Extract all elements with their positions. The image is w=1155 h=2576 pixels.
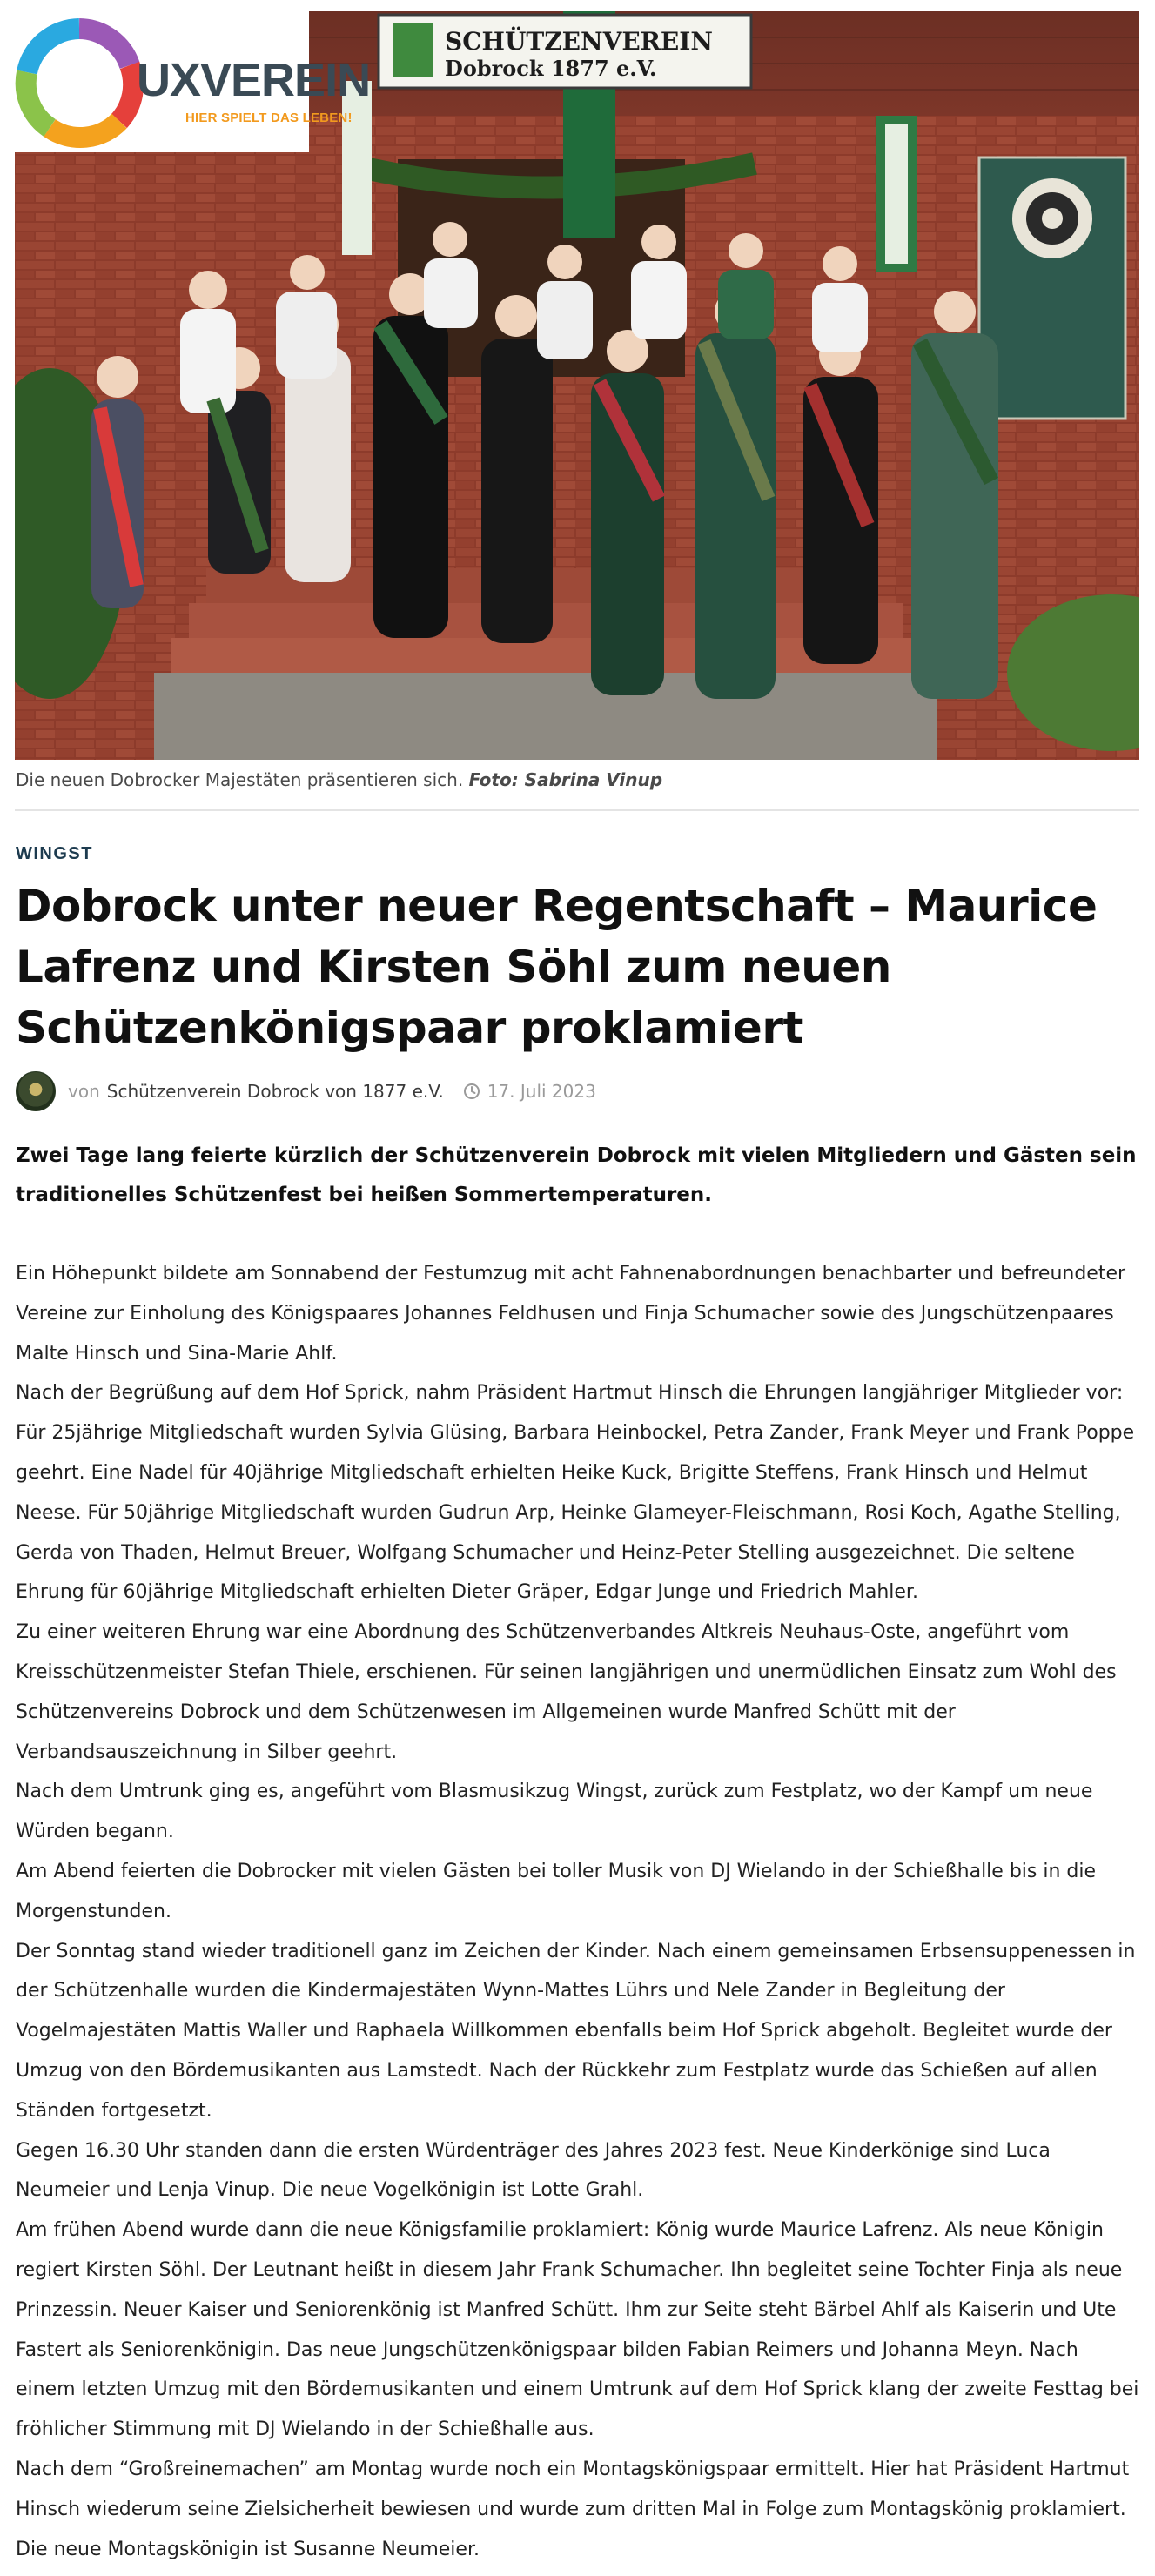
uxverein-logo[interactable] — [15, 11, 371, 152]
by-label: von — [68, 1081, 100, 1102]
photo-caption — [16, 769, 1138, 790]
caption-text: Die neuen Dobrocker Majestäten präsentieren sich. — [16, 769, 464, 790]
article-meta — [16, 1072, 596, 1110]
clock-icon — [463, 1083, 480, 1100]
photo-credit: Foto: Sabrina Vinup — [468, 769, 663, 790]
sign-line-2: Dobrock 1877 e.V. — [445, 56, 657, 81]
paragraph: Der Sonntag stand wieder traditionell ganz im Zeichen der Kinder. Nach einem gemeinsamen Erbsensuppenessen in der Schützenhalle wurden die Kindermajestäten Wynn-Mattes Lührs und Nele Zander in Begleitung der Vogelmajestäten Mattis Waller und Raphaela Willkommen ebenfalls beim Hof Sprick abgeholt. Begleitet wurde der Umzug von den Bördemusikanten aus Lamstedt. Nach der Rückkehr zum Festplatz wurde das Schießen auf allen Ständen fortgesetzt. — [16, 1940, 1136, 2122]
paragraph: Nach dem “Großreinemachen” am Montag wurde noch ein Montagskönigspaar ermittelt. Hier hat Präsident Hartmut Hinsch wiederum seine Zielsicherheit bewiesen und wurde zum dritten Mal in Folge zum Montagskönig proklamiert. Die neue Montagskönigin ist Susanne Neumeier. — [16, 2458, 1130, 2560]
article-title: Dobrock unter neuer Regentschaft – Maurice Lafrenz und Kirsten Söhl zum neuen Schützenkönigspaar proklamiert — [16, 881, 1098, 1053]
paragraph: Nach der Begrüßung auf dem Hof Sprick, nahm Präsident Hartmut Hinsch die Ehrungen langjähriger Mitglieder vor: Für 25jährige Mitgliedschaft wurden Sylvia Glüsing, Barbara Heinbockel, Petra Zander, Frank Meyer und Frank Poppe geehrt. Eine Nadel für 40jährige Mitgliedschaft erhielten Heike Kuck, Brigitte Steffens, Frank Hinsch und Helmut Neese. Für 50jährige Mitgliedschaft wurden Gudrun Arp, Heinke Glameyer-Fleischmann, Rosi Koch, Agathe Stelling, Gerda von Thaden, Helmut Breuer, Wolfgang Schumacher und Heinz-Peter Stelling ausgezeichnet. Die seltene Ehrung für 60jährige Mitgliedschaft erhielten Dieter Gräper, Edgar Junge und Friedrich Mahler. — [16, 1382, 1135, 1604]
logo-wordmark: UXVEREIN — [137, 54, 371, 106]
author-avatar[interactable] — [16, 1071, 56, 1111]
paragraph: Am frühen Abend wurde dann die neue Königsfamilie proklamiert: König wurde Maurice Lafrenz. Als neue Königin regiert Kirsten Söhl. Der Leutnant heißt in diesem Jahr Frank Schumacher. Ihn begleitet seine Tochter Finja als neue Prinzessin. Neuer Kaiser und Seniorenkönig ist Manfred Schütt. Ihm zur Seite steht Bärbel Ahlf als Kaiserin und Ute Fastert als Seniorenkönigin. Das neue Jungschützenkönigspaar bilden Fabian Reimers und Johanna Meyn. Nach einem letzten Umzug mit den Bördemusikanten und einem Umtrunk auf dem Hof Sprick klang der zweite Festtag bei fröhlicher Stimmung mit DJ Wielando in der Schießhalle aus. — [16, 2219, 1139, 2441]
divider — [15, 809, 1139, 811]
article-lead: Zwei Tage lang feierte kürzlich der Schützenverein Dobrock mit vielen Mitgliedern und Gästen sein traditionelles Schützenfest bei heißen Sommertemperaturen. — [16, 1144, 1137, 1206]
category-link[interactable]: WINGST — [16, 844, 93, 863]
sign-line-1: SCHÜTZENVEREIN — [445, 27, 713, 56]
paragraph: Zu einer weiteren Ehrung war eine Abordnung des Schützenverbandes Altkreis Neuhaus-Oste, angeführt vom Kreisschützenmeister Stefan Thiele, erschienen. Für seinen langjährigen und unermüdlichen Einsatz zum Wohl des Schützenvereins Dobrock und dem Schützenwesen im Allgemeinen wurde Manfred Schütt mit der Verbandsauszeichnung in Silber geehrt. — [16, 1621, 1117, 1763]
author-link[interactable]: Schützenverein Dobrock von 1877 e.V. — [106, 1081, 444, 1102]
paragraph: Ein Höhepunkt bildete am Sonnabend der Festumzug mit acht Fahnenabordnungen benachbarter und befreundeter Vereine zur Einholung des Königspaares Johannes Feldhusen und Finja Schumacher sowie des Jungschützenpaares Malte Hinsch und Sina-Marie Ahlf. — [16, 1263, 1126, 1365]
paragraph: Am Abend feierten die Dobrocker mit vielen Gästen bei toller Musik von DJ Wielando in der Schießhalle bis in die Morgenstunden. — [16, 1860, 1097, 1922]
paragraph: Gegen 16.30 Uhr standen dann die ersten Würdenträger des Jahres 2023 fest. Neue Kinderkönige sind Luca Neumeier und Lenja Vinup. Die neue Vogelkönigin ist Lotte Grahl. — [16, 2139, 1051, 2202]
publish-date: 17. Juli 2023 — [487, 1081, 596, 1102]
paragraph: Nach dem Umtrunk ging es, angeführt vom Blasmusikzug Wingst, zurück zum Festplatz, wo der Kampf um neue Würden begann. — [16, 1781, 1093, 1843]
logo-ring-icon — [15, 11, 145, 152]
logo-tagline: HIER SPIELT DAS LEBEN! — [185, 111, 353, 125]
article-body — [16, 1254, 1140, 2569]
